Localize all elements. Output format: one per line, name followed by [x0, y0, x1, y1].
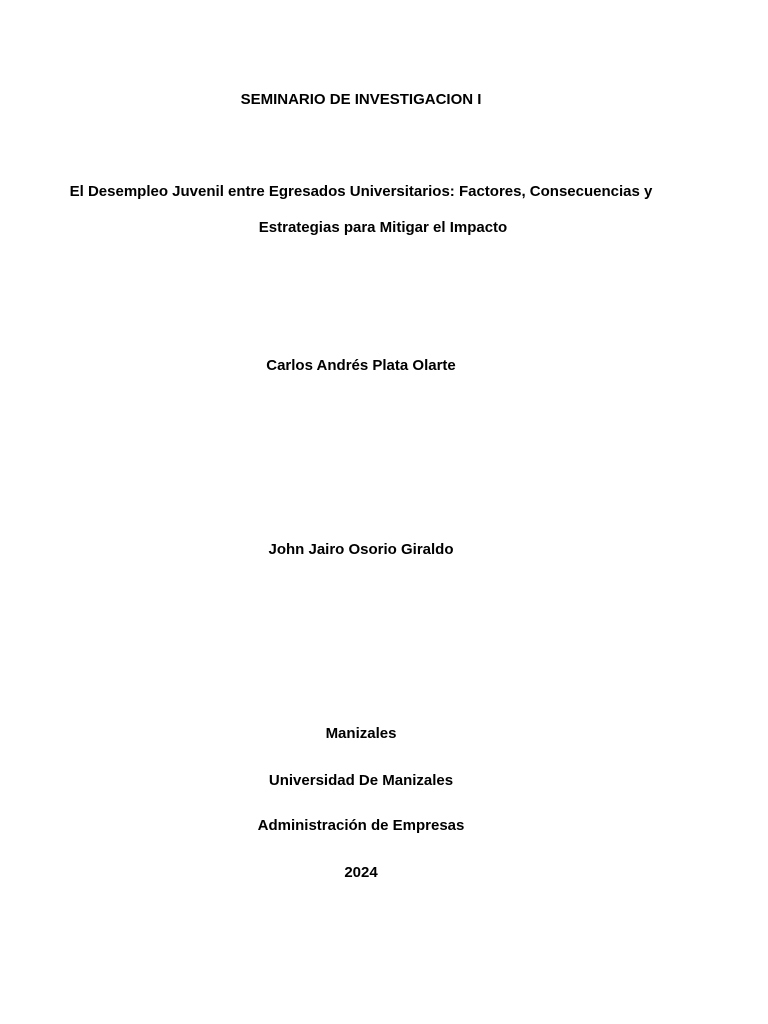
university-name: Universidad De Manizales: [268, 772, 454, 789]
author-name: Carlos Andrés Plata Olarte: [266, 357, 456, 374]
document-title-line-2: Estrategias para Mitigar el Impacto: [258, 219, 508, 236]
document-title-line-1: El Desempleo Juvenil entre Egresados Universitarios: Factores, Consecuencias y: [69, 183, 653, 200]
author-name: John Jairo Osorio Giraldo: [268, 541, 454, 558]
program-name: Administración de Empresas: [257, 817, 465, 834]
city: Manizales: [325, 725, 397, 742]
course-name: SEMINARIO DE INVESTIGACION I: [240, 91, 482, 108]
year: 2024: [344, 864, 378, 881]
